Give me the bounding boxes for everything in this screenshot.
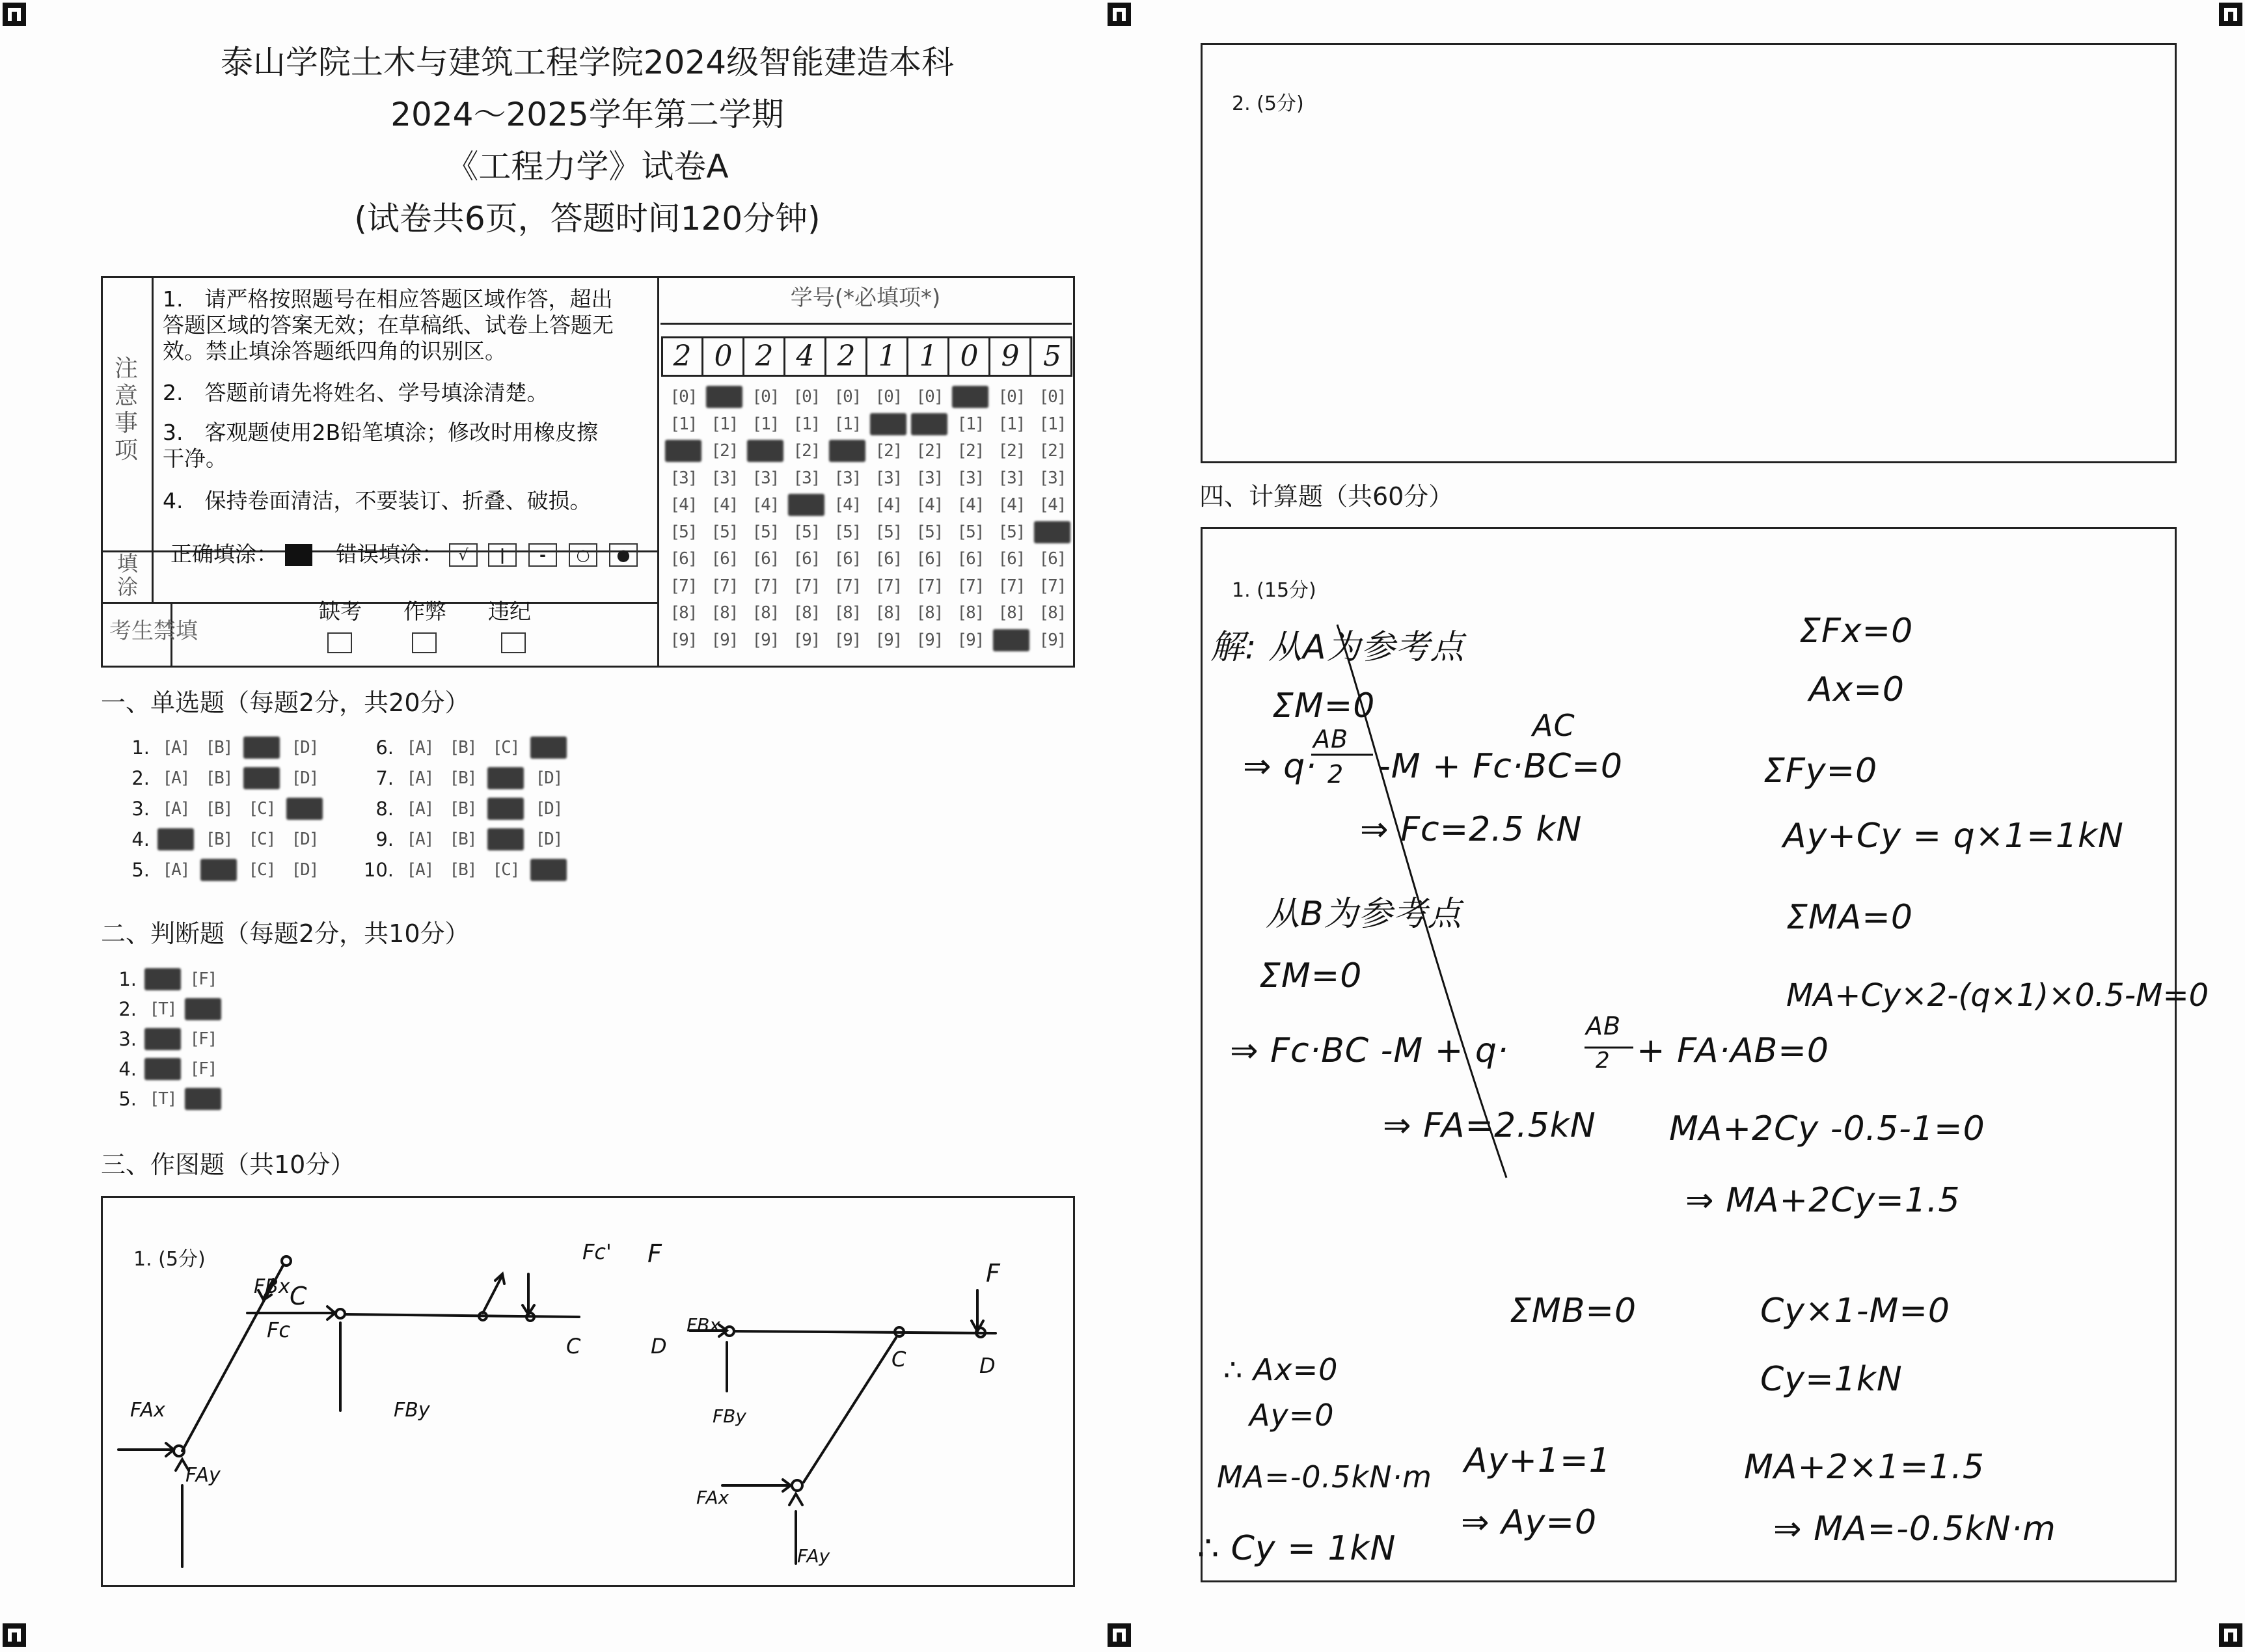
hinge-a2 <box>792 1480 802 1491</box>
student-id-bubble[interactable]: [7] <box>670 576 697 596</box>
choice-bubble-b[interactable]: [B] <box>449 830 476 849</box>
hw-eq2-frac-den: 2 <box>1596 1048 1611 1074</box>
choice-bubble-a[interactable]: [A] <box>162 738 189 757</box>
hw-fc-result: ⇒ Fc=2.5 kN <box>1360 810 1583 849</box>
choice-bubble-b[interactable]: [B] <box>205 830 232 849</box>
student-id-bubble[interactable]: [5] <box>1034 521 1070 543</box>
student-id-bubble[interactable]: [3] <box>752 468 779 488</box>
student-id-bubble[interactable]: [7] <box>793 576 820 596</box>
student-id-bubble[interactable]: [9] <box>793 630 820 650</box>
question-number: 5. <box>131 859 150 881</box>
hw-eq1-post: -M + Fc·BC=0 <box>1378 747 1623 786</box>
student-id-bubble[interactable]: [3] <box>998 468 1025 488</box>
student-id-bubble[interactable]: [2] <box>957 441 984 461</box>
choice-bubble-d[interactable]: [D] <box>535 830 562 849</box>
drawing-answer-box-2 <box>1201 43 2177 463</box>
student-id-bubble[interactable]: [6] <box>875 549 902 569</box>
student-id-bubble[interactable]: [3] <box>875 468 902 488</box>
student-id-bubble[interactable]: [6] <box>834 549 861 569</box>
hw-eq1-frac-den: 2 <box>1327 760 1344 789</box>
question-number: 2. <box>131 767 150 789</box>
student-id-bubble[interactable]: [2] <box>747 440 783 462</box>
student-id-bubble[interactable]: [9] <box>834 630 861 650</box>
student-id-bubble[interactable]: [0] <box>706 386 742 408</box>
divider <box>152 276 154 552</box>
hw-ax-zero: Ax=0 <box>1809 670 1905 709</box>
label-c3: C <box>891 1347 906 1372</box>
notice-item-2: 2. 答题前请先将姓名、学号填涂清楚。 <box>163 380 549 405</box>
judge-bubble-t[interactable]: [T] <box>144 968 181 990</box>
section-single-choice-title: 一、单选题（每题2分，共20分） <box>101 688 470 717</box>
calc-q1-label: 1. (15分) <box>1232 579 1316 602</box>
judge-bubble-f[interactable]: [F] <box>189 1059 217 1079</box>
exam-title-term: 2024～2025学年第二学期 <box>390 96 784 133</box>
choice-bubble-d[interactable]: [D] <box>291 768 318 788</box>
choice-bubble-b[interactable]: [B] <box>205 768 232 788</box>
question-number: 1. <box>131 737 150 759</box>
student-id-bubble[interactable]: [4] <box>957 495 984 515</box>
question-number: 3. <box>131 798 150 820</box>
hw-cy-result: Cy=1kN <box>1760 1360 1903 1399</box>
correct-fill-label: 正确填涂： <box>170 541 278 567</box>
question-number: 4. <box>118 1058 137 1080</box>
judge-bubble-f[interactable]: [F] <box>185 1088 221 1110</box>
student-id-bubble[interactable]: [6] <box>670 549 697 569</box>
choice-bubble-a[interactable]: [A] <box>406 768 433 788</box>
student-id-digit: 5 <box>1043 340 1061 373</box>
student-id-bubble[interactable]: [5] <box>916 522 943 542</box>
student-id-bubble[interactable]: [0] <box>952 386 988 408</box>
section-true-false-title: 二、判断题（每题2分，共10分） <box>101 919 470 948</box>
hw-fa-result: ⇒ FA=2.5kN <box>1383 1106 1596 1145</box>
forbidden-label: 考生禁填 <box>109 618 198 644</box>
student-id-bubble[interactable]: [2] <box>829 440 865 462</box>
wrong-mark-dash: - <box>528 543 557 567</box>
student-id-bubble[interactable]: [0] <box>875 387 902 407</box>
label-fc-prime: Fc' <box>582 1239 612 1264</box>
student-id-bubble[interactable]: [6] <box>711 549 738 569</box>
choice-bubble-b[interactable]: [B] <box>449 860 476 880</box>
student-id-bubble[interactable]: [9] <box>875 630 902 650</box>
student-id-bubble[interactable]: [9] <box>752 630 779 650</box>
student-id-bubble[interactable]: [0] <box>998 387 1025 407</box>
label-fbx: FBx <box>254 1275 290 1298</box>
judge-bubble-t[interactable]: [T] <box>144 1058 181 1080</box>
student-id-digit: 9 <box>991 338 1031 375</box>
choice-bubble-a[interactable]: [A] <box>406 860 433 880</box>
label-fax2: FAx <box>696 1487 729 1508</box>
student-id-bubble[interactable]: [5] <box>998 522 1025 542</box>
student-id-bubble[interactable]: [7] <box>711 576 738 596</box>
choice-bubble-c[interactable]: [C] <box>492 738 519 757</box>
label-d: D <box>651 1334 667 1359</box>
hw-ay-cy: Ay+Cy = q×1=1kN <box>1783 817 2124 856</box>
student-id-bubble[interactable]: [2] <box>998 441 1025 461</box>
choice-bubble-a[interactable]: [A] <box>162 860 189 880</box>
student-id-bubble[interactable]: [5] <box>875 522 902 542</box>
hw-sum-mb: ΣMB=0 <box>1510 1292 1637 1331</box>
student-id-bubble[interactable]: [7] <box>834 576 861 596</box>
choice-bubble-c[interactable]: [C] <box>487 798 524 820</box>
label-f2: F <box>986 1259 1000 1288</box>
divider <box>660 323 1072 325</box>
student-id-bubble[interactable]: [8] <box>916 603 943 623</box>
judge-bubble-f[interactable]: [F] <box>189 1029 217 1049</box>
choice-bubble-c[interactable]: [C] <box>243 737 280 759</box>
student-id-bubble[interactable]: [0] <box>834 387 861 407</box>
student-id-bubble[interactable]: [0] <box>916 387 943 407</box>
choice-bubble-a[interactable]: [A] <box>162 799 189 819</box>
arrow-fay2 <box>789 1494 802 1505</box>
hw-sum-m-a: ΣM=0 <box>1272 686 1376 725</box>
student-id-digit: 2 <box>663 338 703 375</box>
hw-ay-plus-one: Ay+1=1 <box>1464 1441 1611 1480</box>
hw-sum-m-b: ΣM=0 <box>1259 956 1363 995</box>
student-id-bubble[interactable]: [5] <box>711 522 738 542</box>
student-id-bubble[interactable]: [8] <box>998 603 1025 623</box>
hw-eq1-correction: AC <box>1532 708 1575 743</box>
student-id-bubble[interactable]: [8] <box>834 603 861 623</box>
student-id-title: 学号(*必填项*) <box>790 285 941 311</box>
student-id-bubble[interactable]: [0] <box>752 387 779 407</box>
notice-item-4: 4. 保持卷面清洁，不要装订、折叠、破损。 <box>163 488 592 513</box>
student-id-bubble[interactable]: [8] <box>793 603 820 623</box>
student-id-bubble[interactable]: [3] <box>916 468 943 488</box>
choice-bubble-c[interactable]: [C] <box>487 828 524 850</box>
choice-bubble-a[interactable]: [A] <box>406 830 433 849</box>
student-id-bubble[interactable]: [2] <box>875 441 902 461</box>
choice-bubble-c[interactable]: [C] <box>248 860 275 880</box>
question-number: 10. <box>363 859 394 881</box>
hw-ma-final: ⇒ MA=-0.5kN·m <box>1773 1510 2056 1549</box>
student-id-bubble[interactable]: [0] <box>1039 387 1066 407</box>
choice-bubble-d[interactable]: [D] <box>530 859 567 881</box>
student-id-bubble[interactable]: [6] <box>752 549 779 569</box>
registration-mark-icon <box>2219 3 2242 26</box>
registration-mark-icon <box>2219 1623 2242 1647</box>
forbidden-option-violation: 违纪 <box>488 599 531 624</box>
choice-bubble-d[interactable]: [D] <box>291 738 318 757</box>
hw-sum-ma: ΣMA=0 <box>1786 898 1913 937</box>
hinge-b <box>336 1309 345 1318</box>
choice-bubble-a[interactable]: [A] <box>162 768 189 788</box>
hw-ma-eq: MA+Cy×2-(q×1)×0.5-M=0 <box>1786 977 2209 1014</box>
wrong-mark-circle: ○ <box>569 543 597 567</box>
label-fby2: FBy <box>713 1405 746 1427</box>
student-id-bubble[interactable]: [6] <box>793 549 820 569</box>
registration-mark-icon <box>3 1623 26 1647</box>
choice-bubble-b[interactable]: [B] <box>205 738 232 757</box>
label-fax: FAx <box>130 1399 165 1422</box>
choice-bubble-a[interactable]: [A] <box>157 828 194 850</box>
judge-bubble-t[interactable]: [T] <box>149 999 176 1019</box>
wrong-fill-label: 错误填涂： <box>336 541 443 567</box>
wrong-mark-dot: ● <box>609 543 638 567</box>
student-id-bubble[interactable]: [6] <box>916 549 943 569</box>
student-id-bubble[interactable]: [4] <box>752 495 779 515</box>
student-id-bubble[interactable]: [0] <box>793 387 820 407</box>
choice-bubble-b[interactable]: [B] <box>449 799 476 819</box>
choice-bubble-a[interactable]: [A] <box>406 799 433 819</box>
student-id-bubble[interactable]: [4] <box>834 495 861 515</box>
student-id-digit: 1 <box>868 338 908 375</box>
choice-bubble-d[interactable]: [D] <box>291 830 318 849</box>
fill-side-label: 填涂 <box>116 552 138 599</box>
choice-bubble-b[interactable]: [B] <box>200 859 237 881</box>
label-fay2: FAy <box>797 1545 830 1567</box>
student-id-bubble[interactable]: [1] <box>911 413 947 435</box>
judge-bubble-f[interactable]: [F] <box>185 998 221 1020</box>
student-id-bubble[interactable]: [1] <box>752 414 779 434</box>
student-id-bubble[interactable]: [3] <box>834 468 861 488</box>
question-number: 8. <box>375 798 394 820</box>
student-id-bubble[interactable]: [7] <box>1039 576 1066 596</box>
student-id-bubble[interactable]: [1] <box>1039 414 1066 434</box>
section-drawing-title: 三、作图题（共10分） <box>101 1150 355 1179</box>
notice-side-label: 注意事项 <box>114 355 138 464</box>
hw-eq1-frac-num: AB <box>1313 725 1349 753</box>
student-id-bubble[interactable]: [4] <box>998 495 1025 515</box>
student-id-bubble[interactable]: [8] <box>670 603 697 623</box>
choice-bubble-b[interactable]: [B] <box>205 799 232 819</box>
question-number: 6. <box>375 737 394 759</box>
student-id-bubble[interactable]: [9] <box>1039 630 1066 650</box>
student-id-bubble[interactable]: [9] <box>711 630 738 650</box>
student-id-bubble[interactable]: [9] <box>993 629 1029 651</box>
forbidden-option-absent: 缺考 <box>319 599 362 624</box>
bar-ac2 <box>804 1338 896 1482</box>
student-id-bubble[interactable]: [1] <box>834 414 861 434</box>
choice-bubble-a[interactable]: [A] <box>406 738 433 757</box>
beam-bd <box>346 1314 579 1317</box>
hw-ref-b: 从B为参考点 <box>1266 895 1462 934</box>
student-id-bubble[interactable]: [5] <box>957 522 984 542</box>
student-id-bubble[interactable]: [8] <box>711 603 738 623</box>
student-id-bubble[interactable]: [6] <box>998 549 1025 569</box>
student-id-bubble[interactable]: [2] <box>665 440 701 462</box>
student-id-bubble[interactable]: [2] <box>711 441 738 461</box>
judge-bubble-t[interactable]: [T] <box>144 1028 181 1050</box>
hw-eq2-pre: ⇒ Fc·BC -M + q· <box>1230 1031 1509 1070</box>
label-c: C <box>290 1282 307 1310</box>
notice-item-3: 3. 客观题使用2B铅笔填涂；修改时用橡皮擦干净。 <box>163 420 599 471</box>
student-id-bubble[interactable]: [8] <box>875 603 902 623</box>
student-id-digit: 4 <box>786 338 826 375</box>
choice-bubble-d[interactable]: [D] <box>530 737 567 759</box>
hw-solution-intro: 解: 从A为参考点 <box>1210 628 1465 667</box>
divider <box>101 602 658 604</box>
choice-bubble-c[interactable]: [C] <box>243 767 280 789</box>
student-id-bubble[interactable]: [3] <box>793 468 820 488</box>
student-id-bubble[interactable]: [7] <box>916 576 943 596</box>
choice-bubble-d[interactable]: [D] <box>535 768 562 788</box>
student-id-bubble[interactable]: [9] <box>957 630 984 650</box>
notice-item-1: 1. 请严格按照题号在相应答题区域作答，超出答题区域的答案无效；在草稿纸、试卷上答题无效。禁止填涂答题纸四角的识别区。 <box>163 286 614 364</box>
student-id-digit: 2 <box>827 338 867 375</box>
student-id-bubble[interactable]: [5] <box>670 522 697 542</box>
student-id-bubble[interactable]: [1] <box>998 414 1025 434</box>
choice-bubble-c[interactable]: [C] <box>248 799 275 819</box>
exam-title-course: 《工程力学》试卷A <box>446 148 729 185</box>
question-number: 9. <box>375 828 394 850</box>
student-id-bubble[interactable]: [1] <box>670 414 697 434</box>
hw-conclusion-ay: Ay=0 <box>1249 1398 1335 1433</box>
student-id-bubble[interactable]: [9] <box>916 630 943 650</box>
student-id-bubble[interactable]: [4] <box>788 494 824 516</box>
label-c2: C <box>566 1334 581 1359</box>
choice-bubble-c[interactable]: [C] <box>492 860 519 880</box>
choice-bubble-d[interactable]: [D] <box>286 798 323 820</box>
student-id-bubble[interactable]: [8] <box>1039 603 1066 623</box>
student-id-bubble[interactable]: [7] <box>875 576 902 596</box>
section-calculation-title: 四、计算题（共60分） <box>1199 482 1454 511</box>
student-id-bubble[interactable]: [4] <box>670 495 697 515</box>
hw-ay-final: ⇒ Ay=0 <box>1461 1503 1598 1542</box>
student-id-bubble[interactable]: [8] <box>752 603 779 623</box>
beam-bd2 <box>735 1331 996 1333</box>
label-fc: Fc <box>267 1318 290 1342</box>
student-id-bubble[interactable]: [7] <box>957 576 984 596</box>
student-id-bubble[interactable]: [5] <box>834 522 861 542</box>
student-id-bubble[interactable]: [3] <box>711 468 738 488</box>
hinge-c <box>282 1256 291 1266</box>
hw-ma-sub: MA+2×1=1.5 <box>1744 1448 1985 1487</box>
student-id-bubble[interactable]: [8] <box>957 603 984 623</box>
student-id-digit: 1 <box>909 338 949 375</box>
choice-bubble-c[interactable]: [C] <box>248 830 275 849</box>
question-number: 7. <box>375 767 394 789</box>
student-id-bubble[interactable]: [7] <box>998 576 1025 596</box>
student-id-bubble[interactable]: [6] <box>1039 549 1066 569</box>
forbidden-checkbox-cheat[interactable] <box>412 632 437 653</box>
hw-eq2-frac-num: AB <box>1586 1012 1622 1040</box>
hw-ma-eq2: MA+2Cy -0.5-1=0 <box>1669 1109 1985 1148</box>
forbidden-checkbox-absent[interactable] <box>327 632 352 653</box>
divider <box>152 550 154 603</box>
question-number: 5. <box>118 1088 137 1110</box>
question-number: 1. <box>118 968 137 990</box>
question-number: 2. <box>118 998 137 1020</box>
student-id-bubble[interactable]: [5] <box>752 522 779 542</box>
choice-bubble-d[interactable]: [D] <box>535 799 562 819</box>
hw-sum-fy: ΣFy=0 <box>1763 752 1878 791</box>
student-id-bubble[interactable]: [0] <box>670 387 697 407</box>
student-id-digit: 2 <box>745 338 785 375</box>
student-id-bubble[interactable]: [4] <box>711 495 738 515</box>
exam-title-school: 泰山学院土木与建筑工程学院2024级智能建造本科 <box>220 44 955 81</box>
question-number: 3. <box>118 1028 137 1050</box>
student-id-bubble[interactable]: [4] <box>875 495 902 515</box>
student-id-bubble[interactable]: [1] <box>793 414 820 434</box>
wrong-mark-check: √ <box>449 543 478 567</box>
student-id-bubble[interactable]: [4] <box>1039 495 1066 515</box>
label-fby: FBy <box>394 1399 430 1422</box>
hw-eq1-pre: ⇒ q· <box>1243 747 1317 786</box>
student-id-bubble[interactable]: [1] <box>957 414 984 434</box>
label-fay: FAy <box>185 1464 221 1487</box>
registration-mark-icon <box>1108 1623 1131 1647</box>
student-id-bubble[interactable]: [3] <box>1039 468 1066 488</box>
correct-fill-example <box>285 544 312 566</box>
choice-bubble-d[interactable]: [D] <box>291 860 318 880</box>
student-id-bubble[interactable]: [7] <box>752 576 779 596</box>
forbidden-checkbox-violation[interactable] <box>501 632 526 653</box>
hw-ma-eq3: ⇒ MA+2Cy=1.5 <box>1685 1181 1961 1220</box>
student-id-bubble[interactable]: [1] <box>870 413 906 435</box>
hw-conclusion-ax: ∴ Ax=0 <box>1223 1352 1339 1387</box>
exam-title-info: (试卷共6页，答题时间120分钟) <box>354 200 821 237</box>
judge-bubble-f[interactable]: [F] <box>189 969 217 989</box>
choice-bubble-b[interactable]: [B] <box>449 738 476 757</box>
student-id-digit: 0 <box>950 338 990 375</box>
label-fbx2: FBx <box>687 1314 720 1336</box>
hw-conclusion-ma: MA=-0.5kN·m <box>1217 1459 1432 1495</box>
label-f: F <box>647 1239 662 1268</box>
student-id-bubble[interactable]: [2] <box>1039 441 1066 461</box>
student-id-bubble[interactable]: [4] <box>916 495 943 515</box>
registration-mark-icon <box>3 3 26 26</box>
student-id-bubble[interactable]: [9] <box>670 630 697 650</box>
hw-cy-eq: Cy×1-M=0 <box>1760 1292 1951 1331</box>
choice-bubble-c[interactable]: [C] <box>487 767 524 789</box>
student-id-bubble[interactable]: [5] <box>793 522 820 542</box>
hw-sum-fx: ΣFx=0 <box>1799 612 1914 651</box>
registration-mark-icon <box>1108 3 1131 26</box>
student-id-bubble[interactable]: [3] <box>670 468 697 488</box>
divider <box>657 276 659 668</box>
wrong-mark-bar: | <box>488 543 517 567</box>
student-id-bubble[interactable]: [1] <box>711 414 738 434</box>
student-id-digit: 0 <box>704 338 744 375</box>
judge-bubble-t[interactable]: [T] <box>149 1089 176 1109</box>
label-d2: D <box>979 1353 996 1378</box>
student-id-bubble[interactable]: [3] <box>957 468 984 488</box>
forbidden-option-cheat: 作弊 <box>403 599 446 624</box>
student-id-bubble[interactable]: [6] <box>957 549 984 569</box>
hw-eq2-post: + FA·AB=0 <box>1637 1031 1829 1070</box>
student-id-bubble[interactable]: [2] <box>916 441 943 461</box>
question-number: 4. <box>131 828 150 850</box>
drawing-q1-label: 1. (5分) <box>133 1248 206 1271</box>
student-id-bubble[interactable]: [2] <box>793 441 820 461</box>
drawing-q2-label: 2. (5分) <box>1232 92 1304 115</box>
hw-conclusion-cy: ∴ Cy = 1kN <box>1197 1529 1396 1568</box>
choice-bubble-b[interactable]: [B] <box>449 768 476 788</box>
